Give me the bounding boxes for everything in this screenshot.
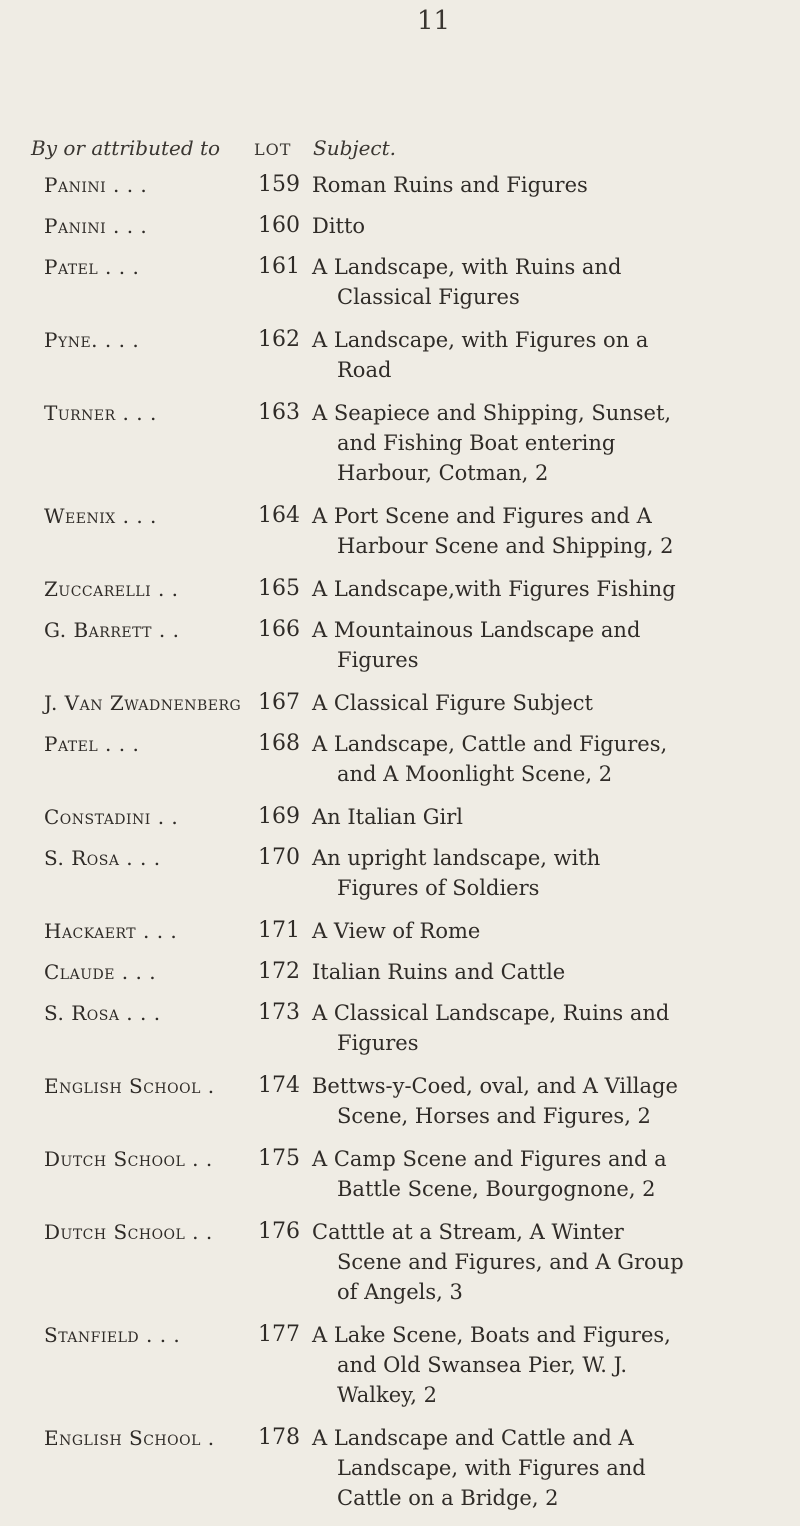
lot-number: 173 [258, 1000, 300, 1025]
artist-name: Weenix . . . [44, 504, 157, 528]
subject-line: Ditto [312, 214, 366, 238]
table-row [0, 501, 800, 561]
artist-name: S. Rosa . . . [44, 1001, 161, 1025]
artist-name: Claude . . . [44, 960, 157, 984]
header-lot: LOT [254, 140, 292, 159]
subject-line: Walkey, 2 [337, 1383, 437, 1407]
lot-number: 171 [258, 918, 300, 943]
subject-description [312, 211, 780, 241]
artist-name: J. Van Zwadnenberg [44, 691, 242, 715]
subject-description [312, 252, 780, 312]
lot-number: 161 [258, 254, 300, 279]
table-row [0, 957, 800, 987]
subject-line: A Camp Scene and Figures and a [312, 1147, 667, 1171]
lot-number: 178 [258, 1425, 300, 1450]
subject-line: Battle Scene, Bourgognone, 2 [337, 1177, 656, 1201]
subject-description [312, 1423, 780, 1513]
artist-name: G. Barrett . . [44, 618, 180, 642]
subject-line: An Italian Girl [312, 805, 464, 829]
subject-line: Catttle at a Stream, A Winter [312, 1220, 624, 1244]
subject-line: Landscape, with Figures and [337, 1456, 646, 1480]
table-row [0, 615, 800, 675]
table-row [0, 729, 800, 789]
subject-line: Harbour Scene and Shipping, 2 [337, 534, 674, 558]
subject-description [312, 957, 780, 987]
lot-number: 175 [258, 1146, 300, 1171]
subject-description [312, 501, 780, 561]
subject-line: Figures [337, 648, 419, 672]
lot-number: 163 [258, 400, 300, 425]
artist-name: Patel . . . [44, 255, 140, 279]
subject-line: A Landscape, with Ruins and [312, 255, 622, 279]
subject-description [312, 916, 780, 946]
subject-line: and Old Swansea Pier, W. J. [337, 1353, 628, 1377]
lot-number: 170 [258, 845, 300, 870]
subject-line: A Classical Landscape, Ruins and [312, 1001, 670, 1025]
table-row [0, 688, 800, 718]
table-row [0, 1423, 800, 1513]
lot-number: 174 [258, 1073, 300, 1098]
artist-name: Panini . . . [44, 173, 148, 197]
artist-name: Zuccarelli . . [44, 577, 179, 601]
subject-description [312, 729, 780, 789]
table-row [0, 325, 800, 385]
subject-line: Cattle on a Bridge, 2 [337, 1486, 559, 1510]
header-attributed: By or attributed to [31, 136, 221, 160]
subject-description [312, 802, 780, 832]
subject-line: Figures of Soldiers [337, 876, 540, 900]
subject-line: An upright landscape, with [312, 846, 601, 870]
table-row [0, 843, 800, 903]
subject-line: A Landscape, with Figures on a [312, 328, 649, 352]
subject-line: Bettws-y-Coed, oval, and A Village [312, 1074, 678, 1098]
table-row [0, 1144, 800, 1204]
lot-number: 160 [258, 213, 300, 238]
artist-name: Dutch School . . [44, 1220, 213, 1244]
subject-description [312, 1320, 780, 1410]
subject-line: A Seapiece and Shipping, Sunset, [312, 401, 672, 425]
subject-line: Figures [337, 1031, 419, 1055]
artist-name: Constadini . . [44, 805, 179, 829]
table-row [0, 916, 800, 946]
subject-description [312, 1144, 780, 1204]
artist-name: Panini . . . [44, 214, 148, 238]
subject-line: Classical Figures [337, 285, 520, 309]
artist-name: Stanfield . . . [44, 1323, 181, 1347]
subject-description [312, 688, 780, 718]
table-row [0, 1217, 800, 1307]
header-subject: Subject. [313, 136, 397, 160]
lot-number: 159 [258, 172, 300, 197]
subject-line: Road [337, 358, 392, 382]
table-row [0, 998, 800, 1058]
subject-line: and A Moonlight Scene, 2 [337, 762, 613, 786]
subject-line: Roman Ruins and Figures [312, 173, 588, 197]
subject-description [312, 398, 780, 488]
table-row [0, 1071, 800, 1131]
subject-line: A Landscape,with Figures Fishing [312, 577, 676, 601]
artist-name: Pyne. . . . [44, 328, 140, 352]
lot-list [0, 170, 800, 1526]
page-number: 11 [417, 6, 451, 36]
table-row [0, 1320, 800, 1410]
subject-description [312, 1071, 780, 1131]
subject-line: Scene and Figures, and A Group [337, 1250, 684, 1274]
subject-description [312, 1217, 780, 1307]
lot-number: 162 [258, 327, 300, 352]
table-row [0, 802, 800, 832]
lot-number: 167 [258, 690, 300, 715]
lot-number: 164 [258, 503, 300, 528]
artist-name: English School . [44, 1074, 215, 1098]
subject-line: of Angels, 3 [337, 1280, 463, 1304]
table-row [0, 398, 800, 488]
table-row [0, 574, 800, 604]
subject-description [312, 574, 780, 604]
subject-description [312, 998, 780, 1058]
subject-line: A Lake Scene, Boats and Figures, [312, 1323, 671, 1347]
lot-number: 169 [258, 804, 300, 829]
table-row [0, 252, 800, 312]
lot-number: 176 [258, 1219, 300, 1244]
table-row [0, 211, 800, 241]
subject-line: and Fishing Boat entering [337, 431, 616, 455]
subject-line: A Port Scene and Figures and A [312, 504, 652, 528]
column-headers [0, 136, 800, 170]
table-row [0, 170, 800, 200]
subject-line: A Landscape and Cattle and A [312, 1426, 634, 1450]
lot-number: 177 [258, 1322, 300, 1347]
subject-description [312, 325, 780, 385]
artist-name: Dutch School . . [44, 1147, 213, 1171]
subject-line: Harbour, Cotman, 2 [337, 461, 549, 485]
subject-line: Italian Ruins and Cattle [312, 960, 566, 984]
subject-line: Scene, Horses and Figures, 2 [337, 1104, 651, 1128]
artist-name: Patel . . . [44, 732, 140, 756]
lot-number: 166 [258, 617, 300, 642]
artist-name: English School . [44, 1426, 215, 1450]
lot-number: 165 [258, 576, 300, 601]
subject-line: A Classical Figure Subject [312, 691, 593, 715]
lot-number: 172 [258, 959, 300, 984]
artist-name: Turner . . . [44, 401, 157, 425]
artist-name: Hackaert . . . [44, 919, 178, 943]
subject-line: A View of Rome [312, 919, 481, 943]
subject-line: A Mountainous Landscape and [312, 618, 641, 642]
artist-name: S. Rosa . . . [44, 846, 161, 870]
subject-description [312, 843, 780, 903]
subject-line: A Landscape, Cattle and Figures, [312, 732, 668, 756]
subject-description [312, 615, 780, 675]
subject-description [312, 170, 780, 200]
lot-number: 168 [258, 731, 300, 756]
